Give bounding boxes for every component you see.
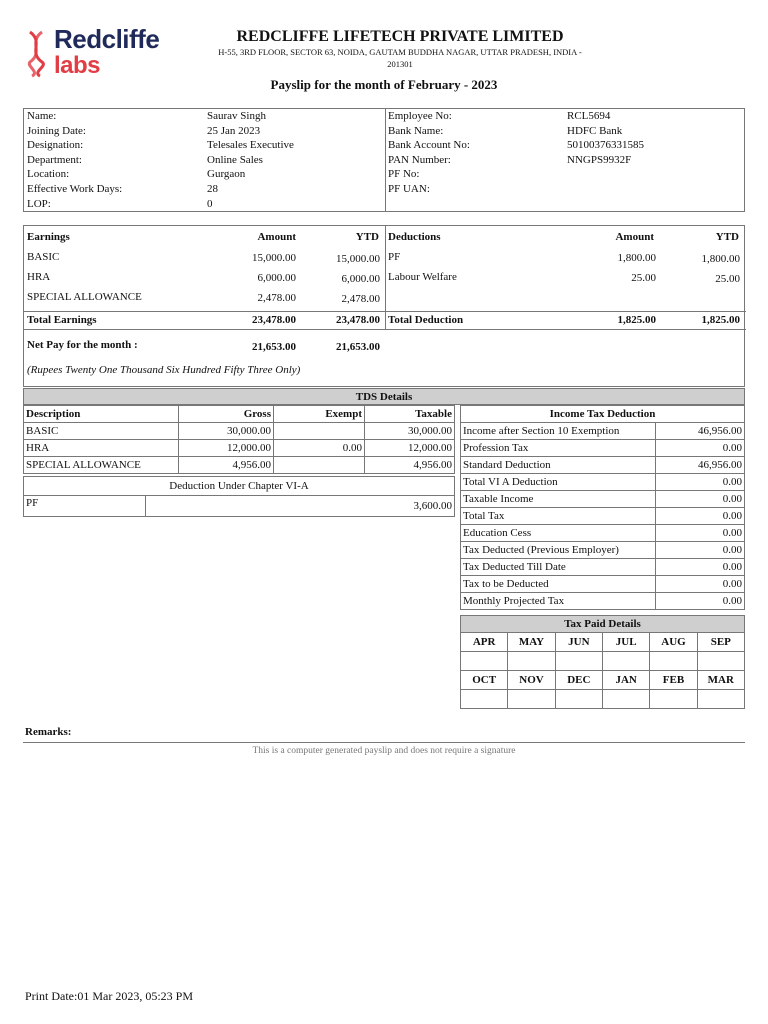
month-value <box>650 652 697 671</box>
earning-amount: 15,000.00 <box>252 252 296 264</box>
income-tax-label: Profession Tax <box>461 440 656 457</box>
table-row <box>24 457 455 474</box>
tds-exempt <box>274 423 365 440</box>
income-tax-label: Standard Deduction <box>461 457 656 474</box>
employee-field-label: Name: <box>27 110 57 122</box>
payslip-title: Payslip for the month of February - 2023 <box>270 77 498 92</box>
month-header: JUL <box>602 633 649 652</box>
remarks-label: Remarks: <box>25 726 72 738</box>
income-tax-value: 0.00 <box>656 593 745 610</box>
tds-gross: 4,956.00 <box>179 457 274 474</box>
net-pay-label: Net Pay for the month : <box>27 339 138 351</box>
employee-field-label: Joining Date: <box>27 124 86 137</box>
company-name: REDCLIFFE LIFETECH PRIVATE LIMITED <box>236 28 564 45</box>
address-line-2: 201301 <box>387 59 413 69</box>
month-header: NOV <box>508 671 555 690</box>
table-row <box>461 559 745 576</box>
table-row <box>461 525 745 542</box>
income-tax-value: 0.00 <box>656 542 745 559</box>
tds-description: BASIC <box>24 423 179 440</box>
employee-field-value: RCL5694 <box>567 110 611 122</box>
total-earnings-amount: 23,478.00 <box>252 314 296 326</box>
income-tax-label: Total VI A Deduction <box>461 474 656 491</box>
total-deduction-label: Total Deduction <box>388 314 464 326</box>
deduction-amount: 1,800.00 <box>617 252 656 264</box>
month-header: AUG <box>650 633 697 652</box>
table-row <box>461 457 745 474</box>
deductions-amount-header: Amount <box>615 231 654 243</box>
tds-description: HRA <box>24 440 179 457</box>
income-tax-value: 0.00 <box>656 559 745 576</box>
income-tax-title: Income Tax Deduction <box>461 406 745 423</box>
table-row <box>24 440 455 457</box>
tax-paid-title: Tax Paid Details <box>461 616 745 633</box>
income-tax-value: 46,956.00 <box>656 423 745 440</box>
employee-field-value: Saurav Singh <box>207 110 266 122</box>
income-tax-value: 0.00 <box>656 525 745 542</box>
total-earnings-ytd: 23,478.00 <box>336 314 380 326</box>
print-date: Print Date:01 Mar 2023, 05:23 PM <box>25 989 193 1003</box>
employee-field-value: Telesales Executive <box>207 139 294 152</box>
employee-field-value: 25 Jan 2023 <box>207 124 261 137</box>
tds-description: SPECIAL ALLOWANCE <box>24 457 179 474</box>
table-row <box>461 576 745 593</box>
month-header: FEB <box>650 671 697 690</box>
income-tax-value: 0.00 <box>656 440 745 457</box>
month-header: MAY <box>508 633 555 652</box>
employee-field-label: Designation: <box>27 139 84 152</box>
deduction-name: PF <box>388 251 401 263</box>
income-tax-label: Income after Section 10 Exemption <box>461 423 656 440</box>
employee-field-value: 50100376331585 <box>567 139 644 152</box>
table-row <box>461 508 745 525</box>
employee-field-label: PF UAN: <box>388 183 430 195</box>
earning-ytd: 6,000.00 <box>341 273 380 285</box>
employee-field-label: Bank Account No: <box>388 139 470 152</box>
income-tax-label: Monthly Projected Tax <box>461 593 656 610</box>
earnings-amount-header: Amount <box>257 231 296 243</box>
logo-text: Redcliffe <box>54 24 160 54</box>
table-row <box>461 440 745 457</box>
table-row <box>461 542 745 559</box>
tds-exempt: 0.00 <box>274 440 365 457</box>
footer-note: This is a computer generated payslip and does not require a signature <box>252 746 516 756</box>
table-row <box>461 491 745 508</box>
address-line-1: H-55, 3RD FLOOR, SECTOR 63, NOIDA, GAUTAM BUDDHA NAGAR, UTTAR PRADESH, INDIA - <box>218 47 582 57</box>
earnings-ytd-header: YTD <box>355 231 379 243</box>
month-value <box>508 690 555 709</box>
month-header: APR <box>461 633 508 652</box>
deduction-ytd: 25.00 <box>715 273 740 285</box>
employee-field-value: Gurgaon <box>207 168 246 181</box>
month-value <box>697 652 744 671</box>
month-value <box>602 652 649 671</box>
deductions-ytd-header: YTD <box>715 231 739 243</box>
month-header: MAR <box>697 671 744 690</box>
employee-field-label: Department: <box>27 153 82 166</box>
net-pay-amount: 21,653.00 <box>252 341 296 353</box>
tds-exempt-header: Exempt <box>274 406 365 423</box>
employee-field-label: LOP: <box>27 197 51 210</box>
month-value <box>555 690 602 709</box>
month-header: DEC <box>555 671 602 690</box>
income-tax-value: 0.00 <box>656 576 745 593</box>
tds-title: TDS Details <box>23 388 745 405</box>
table-row <box>461 474 745 491</box>
employee-field-value: NNGPS9932F <box>567 153 632 166</box>
employee-field-label: Location: <box>27 168 70 181</box>
net-pay-ytd: 21,653.00 <box>336 341 380 353</box>
month-header: OCT <box>461 671 508 690</box>
table-row <box>24 496 455 517</box>
month-header: JUN <box>555 633 602 652</box>
tds-gross-header: Gross <box>179 406 274 423</box>
employee-field-label: Employee No: <box>388 110 452 122</box>
earnings-header: Earnings <box>27 231 70 243</box>
chapter-value: 3,600.00 <box>146 496 455 517</box>
earning-amount: 2,478.00 <box>257 292 296 304</box>
logo-subtext: labs <box>54 52 101 79</box>
employee-field-label: Bank Name: <box>388 124 444 137</box>
company-address <box>190 46 610 70</box>
month-value <box>461 690 508 709</box>
tds-taxable: 12,000.00 <box>365 440 455 457</box>
income-tax-label: Tax Deducted (Previous Employer) <box>461 542 656 559</box>
month-header: JAN <box>602 671 649 690</box>
income-tax-label: Tax to be Deducted <box>461 576 656 593</box>
table-row <box>461 593 745 610</box>
month-header: SEP <box>697 633 744 652</box>
earning-ytd: 15,000.00 <box>336 253 380 265</box>
month-value <box>697 690 744 709</box>
tax-paid-table <box>460 615 745 709</box>
income-tax-table <box>460 405 745 610</box>
month-value <box>602 690 649 709</box>
income-tax-label: Tax Deducted Till Date <box>461 559 656 576</box>
earning-amount: 6,000.00 <box>257 272 296 284</box>
earnings-section <box>23 225 745 387</box>
employee-field-value: 0 <box>207 197 213 210</box>
tds-gross: 30,000.00 <box>179 423 274 440</box>
employee-field-label: PF No: <box>388 168 420 181</box>
total-earnings-label: Total Earnings <box>27 314 97 326</box>
income-tax-value: 0.00 <box>656 491 745 508</box>
month-value <box>650 690 697 709</box>
income-tax-value: 0.00 <box>656 474 745 491</box>
footer-divider <box>23 742 745 743</box>
employee-field-value: Online Sales <box>207 153 263 166</box>
earning-ytd: 2,478.00 <box>341 293 380 305</box>
employee-field-label: PAN Number: <box>388 153 451 166</box>
income-tax-label: Total Tax <box>461 508 656 525</box>
chapter-via-table <box>23 476 455 517</box>
tds-taxable: 4,956.00 <box>365 457 455 474</box>
dna-icon <box>24 28 52 78</box>
employee-info <box>23 108 745 212</box>
company-logo <box>24 24 184 79</box>
month-value <box>555 652 602 671</box>
tds-gross: 12,000.00 <box>179 440 274 457</box>
tds-table <box>23 405 455 474</box>
month-value <box>508 652 555 671</box>
deduction-name: Labour Welfare <box>388 271 457 283</box>
deductions-header: Deductions <box>388 231 441 243</box>
deduction-ytd: 1,800.00 <box>701 253 740 265</box>
chapter-description: PF <box>24 496 146 517</box>
tds-taxable-header: Taxable <box>365 406 455 423</box>
employee-field-value: 28 <box>207 183 218 195</box>
total-deduction-amount: 1,825.00 <box>617 314 656 326</box>
table-row <box>461 423 745 440</box>
income-tax-label: Education Cess <box>461 525 656 542</box>
income-tax-value: 0.00 <box>656 508 745 525</box>
table-row <box>24 423 455 440</box>
employee-field-value: HDFC Bank <box>567 124 623 137</box>
tds-taxable: 30,000.00 <box>365 423 455 440</box>
deduction-amount: 25.00 <box>631 272 656 284</box>
total-deduction-ytd: 1,825.00 <box>701 314 740 326</box>
employee-field-label: Effective Work Days: <box>27 183 123 195</box>
month-value <box>461 652 508 671</box>
tds-exempt <box>274 457 365 474</box>
income-tax-label: Taxable Income <box>461 491 656 508</box>
chapter-via-title: Deduction Under Chapter VI-A <box>24 477 455 496</box>
net-pay-in-words: (Rupees Twenty One Thousand Six Hundred Fifty Three Only) <box>27 364 301 376</box>
earning-name: HRA <box>27 271 51 283</box>
earning-name: SPECIAL ALLOWANCE <box>27 291 142 303</box>
income-tax-value: 46,956.00 <box>656 457 745 474</box>
tds-description-header: Description <box>24 406 179 423</box>
earning-name: BASIC <box>27 251 60 263</box>
